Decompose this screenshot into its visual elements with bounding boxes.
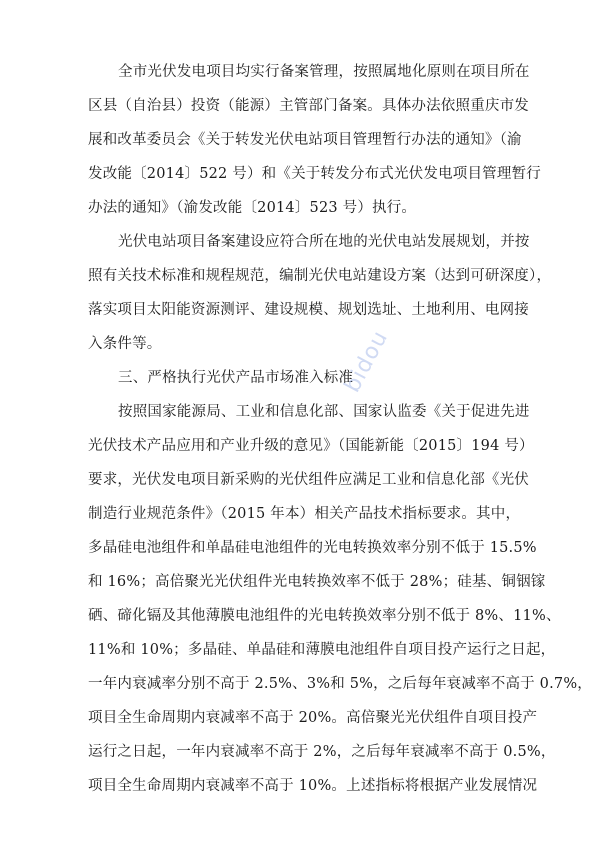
paragraph-line: 项目全生命周期内衰减率不高于 10%。上述指标将根据产业发展情况 bbox=[88, 778, 538, 794]
paragraph-line: 光伏电站项目备案建设应符合所在地的光伏电站发展规划，并按 bbox=[118, 234, 530, 250]
paragraph-line: 落实项目太阳能资源测评、建设规模、规划选址、土地利用、电网接 bbox=[88, 302, 529, 318]
paragraph-line: 多晶硅电池组件和单晶硅电池组件的光电转换效率分别不低于 15.5% bbox=[88, 540, 537, 556]
paragraph-line: 硒、碲化镉及其他薄膜电池组件的光电转换效率分别不低于 8%、11%、 bbox=[88, 608, 561, 624]
paragraph-line: 和 16%；高倍聚光光伏组件光电转换效率不低于 28%；硅基、铜铟镓 bbox=[88, 574, 546, 590]
paragraph-line: 入条件等。 bbox=[88, 336, 162, 352]
paragraph-line: 要求，光伏发电项目新采购的光伏组件应满足工业和信息化部《光伏 bbox=[88, 472, 529, 488]
paragraph-line: 制造行业规范条件》（2015 年本）相关产品技术指标要求。其中， bbox=[88, 506, 521, 522]
paragraph-line: 照有关技术标准和规程规范，编制光伏电站建设方案（达到可研深度）， bbox=[88, 268, 552, 284]
paragraph-line: 项目全生命周期内衰减率不高于 20%。高倍聚光光伏组件自项目投产 bbox=[88, 710, 538, 726]
paragraph-line: 发改能〔2014〕522 号）和《关于转发分布式光伏发电项目管理暂行 bbox=[88, 166, 541, 182]
paragraph-line: 展和改革委员会《关于转发光伏电站项目管理暂行办法的通知》（渝 bbox=[88, 132, 522, 148]
paragraph-line: 办法的通知》（渝发改能〔2014〕523 号）执行。 bbox=[88, 200, 417, 216]
paragraph-line: 一年内衰减率分别不高于 2.5%、3%和 5%，之后每年衰减率不高于 0.7%， bbox=[88, 676, 593, 692]
paragraph-line: 区县（自治县）投资（能源）主管部门备案。具体办法依照重庆市发 bbox=[88, 98, 529, 114]
paragraph-line: 全市光伏发电项目均实行备案管理，按照属地化原则在项目所在 bbox=[118, 64, 530, 80]
watermark: bidou bbox=[340, 326, 394, 397]
section-heading: 三、严格执行光伏产品市场准入标准 bbox=[118, 370, 354, 386]
paragraph-line: 光伏技术产品应用和产业升级的意见》（国能新能〔2015〕194 号） bbox=[88, 438, 534, 454]
paragraph-line: 11%和 10%；多晶硅、单晶硅和薄膜电池组件自项目投产运行之日起， bbox=[88, 642, 556, 658]
paragraph-line: 运行之日起，一年内衰减率不高于 2%，之后每年衰减率不高于 0.5%， bbox=[88, 744, 556, 760]
paragraph-line: 按照国家能源局、工业和信息化部、国家认监委《关于促进先进 bbox=[118, 404, 530, 420]
